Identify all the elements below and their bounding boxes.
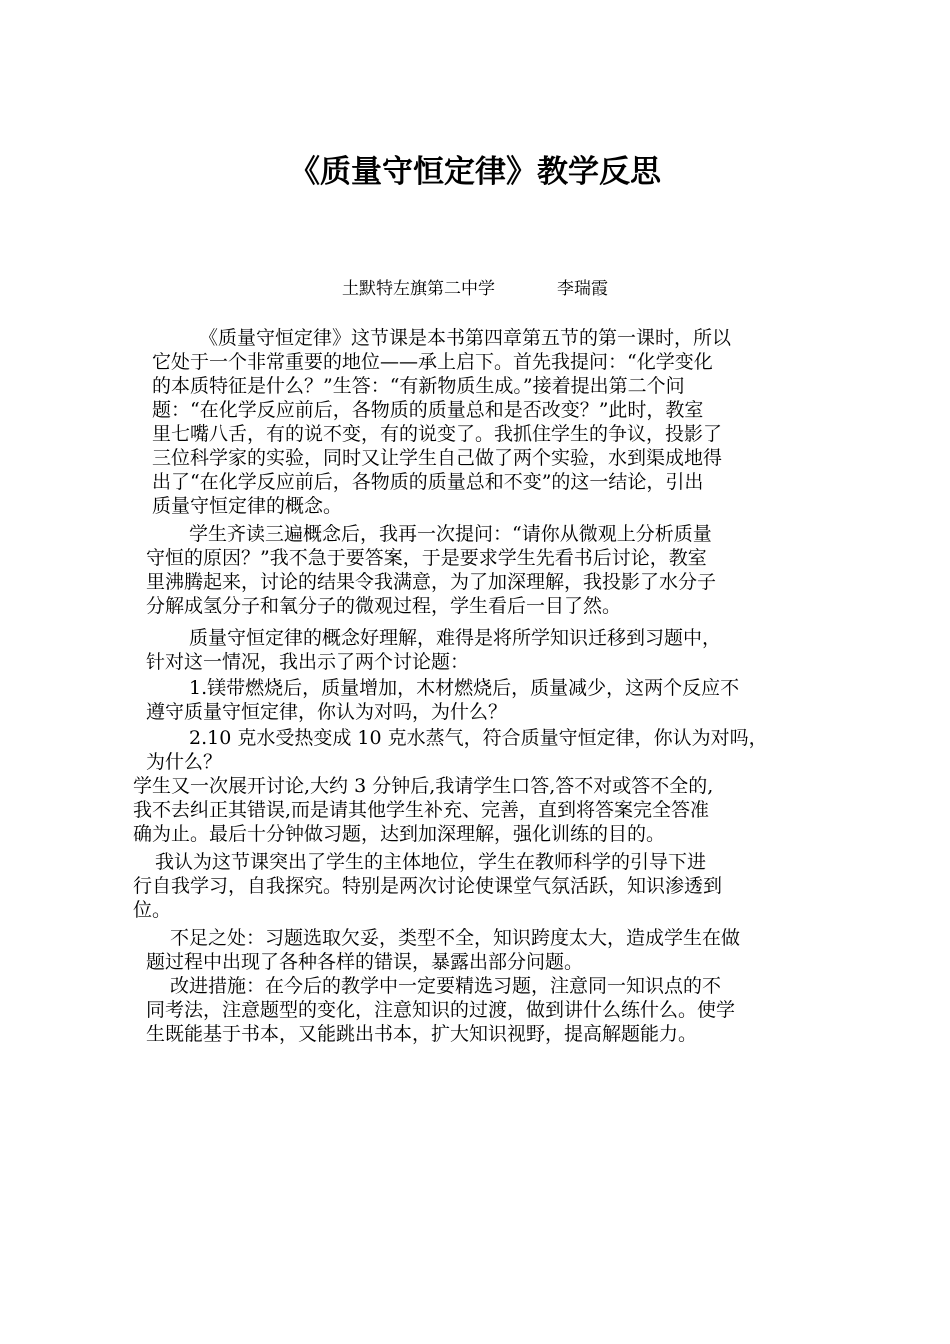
text-line: 改进措施：在今后的教学中一定要精选习题，注意同一知识点的不 xyxy=(170,975,722,997)
paragraph-6 xyxy=(0,774,713,846)
paragraph-1 xyxy=(0,326,731,518)
text-line: 学生又一次展开讨论,大约 3 分钟后,我请学生口答,答不对或答不全的, xyxy=(133,775,714,797)
text-line: 题过程中出现了各种各样的错误，暴露出部分问题。 xyxy=(146,951,584,973)
text-line: 质量守恒定律的概念好理解，难得是将所学知识迁移到习题中， xyxy=(189,627,722,649)
text-line: 2.10 克水受热变成 10 克水蒸气，符合质量守恒定律，你认为对吗， xyxy=(189,727,768,749)
text-line: 为什么？ xyxy=(146,751,223,773)
text-line: 行自我学习，自我探究。特别是两次讨论使课堂气氛活跃，知识渗透到 xyxy=(133,875,723,897)
text-line: 出了“在化学反应前后，各物质的质量总和不变”的这一结论，引出 xyxy=(152,471,704,493)
text-line: 题：“在化学反应前后，各物质的质量总和是否改变？”此时，教室 xyxy=(152,399,704,421)
byline xyxy=(0,277,950,301)
text-line: 分解成氢分子和氧分子的微观过程，学生看后一目了然。 xyxy=(146,595,622,617)
text-line: 质量守恒定律的概念。 xyxy=(152,495,343,517)
text-line: 确为止。最后十分钟做习题，达到加深理解，强化训练的目的。 xyxy=(133,823,666,845)
text-line: 我不去纠正其错误,而是请其他学生补充、完善，直到将答案完全答准 xyxy=(133,799,710,821)
text-line: 生既能基于书本，又能跳出书本，扩大知识视野，提高解题能力。 xyxy=(146,1023,698,1045)
paragraph-2 xyxy=(0,522,716,618)
paragraph-4 xyxy=(0,676,739,724)
text-line: 三位科学家的实验，同时又让学生自己做了两个实验，水到渠成地得 xyxy=(152,447,723,469)
text-line: 里七嘴八舌，有的说不变，有的说变了。我抓住学生的争议，投影了 xyxy=(152,423,723,445)
text-line: 位。 xyxy=(133,899,172,921)
paragraph-3 xyxy=(0,626,721,674)
byline-author: 李瑞霞 xyxy=(557,279,608,299)
text-line: 遵守质量守恒定律，你认为对吗，为什么？ xyxy=(146,701,508,723)
text-line: 针对这一情况，我出示了两个讨论题： xyxy=(146,651,470,673)
paragraph-7 xyxy=(0,850,722,922)
paragraph-8 xyxy=(0,926,740,974)
text-line: 守恒的原因？”我不急于要答案，于是要求学生先看书后讨论，教室 xyxy=(146,547,707,569)
text-line: 的本质特征是什么？”生答：“有新物质生成。”接着提出第二个问 xyxy=(152,375,685,397)
paragraph-9 xyxy=(0,974,735,1046)
byline-school: 土默特左旗第二中学 xyxy=(342,279,495,299)
text-line: 我认为这节课突出了学生的主体地位，学生在教师科学的引导下进 xyxy=(155,851,707,873)
text-line: 它处于一个非常重要的地位——承上启下。首先我提问：“化学变化 xyxy=(152,351,713,373)
text-line: 《质量守恒定律》这节课是本书第四章第五节的第一课时，所以 xyxy=(199,327,732,349)
document-title: 《质量守恒定律》教学反思 xyxy=(289,154,661,190)
text-line: 里沸腾起来，讨论的结果令我满意，为了加深理解，我投影了水分子 xyxy=(146,571,717,593)
text-line: 同考法，注意题型的变化，注意知识的过渡，做到讲什么练什么。使学 xyxy=(146,999,736,1021)
text-line: 学生齐读三遍概念后，我再一次提问：“请你从微观上分析质量 xyxy=(189,523,712,545)
paragraph-5 xyxy=(0,726,768,774)
text-line: 不足之处：习题选取欠妥，类型不全，知识跨度太大，造成学生在做 xyxy=(170,927,741,949)
text-line: 1.镁带燃烧后，质量增加，木材燃烧后，质量减少，这两个反应不 xyxy=(189,677,740,699)
